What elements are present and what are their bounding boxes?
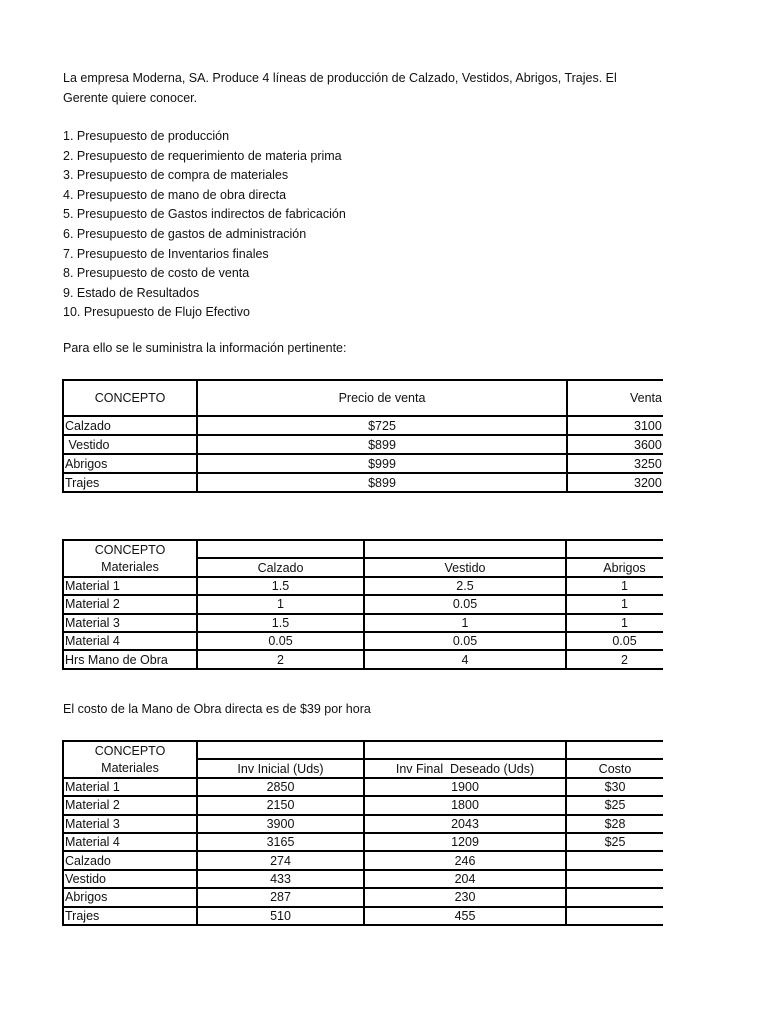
table-row [63, 907, 663, 925]
table-cell: $28 [566, 815, 663, 833]
table-cell: Calzado [63, 416, 197, 435]
sales-table [62, 379, 663, 493]
table-header-row [63, 741, 663, 759]
info-paragraph: Para ello se le suministra la información pertinente: [63, 341, 347, 355]
table-cell: Trajes [63, 473, 197, 492]
list-item: 6. Presupuesto de gastos de administración [63, 226, 307, 241]
table-cell: 1900 [364, 778, 566, 796]
intro-line-1: La empresa Moderna, SA. Produce 4 líneas de producción de Calzado, Vestidos, Abrigos, Trajes. El [63, 71, 617, 85]
table-row [63, 595, 663, 613]
table-cell: Material 3 [63, 614, 197, 632]
table-row [63, 632, 663, 650]
table-cell: 3200 [567, 473, 663, 492]
table-cell: 1 [566, 614, 663, 632]
table-cell: Abrigos [63, 888, 197, 906]
table-row [63, 614, 663, 632]
table-cell [566, 907, 663, 925]
header-cell [197, 741, 364, 759]
table-cell: Abrigos [63, 454, 197, 473]
table-row [63, 851, 663, 869]
table-cell: $25 [566, 833, 663, 851]
table-cell: $725 [197, 416, 567, 435]
table-header-row [63, 380, 663, 416]
list-item: 8. Presupuesto de costo de venta [63, 266, 250, 281]
header-cell: CONCEPTO [63, 380, 197, 416]
table-cell [566, 851, 663, 869]
table-cell: 0.05 [364, 595, 566, 613]
table-row [63, 778, 663, 796]
table-cell [566, 888, 663, 906]
table-cell: 2850 [197, 778, 364, 796]
header-cell: Vestido [364, 558, 566, 576]
table-cell: 3165 [197, 833, 364, 851]
table-cell: $999 [197, 454, 567, 473]
header-cell [197, 540, 364, 558]
list-item: 5. Presupuesto de Gastos indirectos de fabricación [63, 207, 346, 222]
list-item: 10. Presupuesto de Flujo Efectivo [63, 305, 250, 320]
header-cell: Inv Final Deseado (Uds) [364, 759, 566, 777]
list-item: 7. Presupuesto de Inventarios finales [63, 246, 269, 261]
table-cell: 1800 [364, 796, 566, 814]
table-cell: Material 3 [63, 815, 197, 833]
table-cell: 2150 [197, 796, 364, 814]
table-cell: 1 [566, 595, 663, 613]
table-cell: 1.5 [197, 614, 364, 632]
table-cell: 2 [566, 650, 663, 668]
inventory-table-viewport [62, 740, 663, 926]
table-row [63, 454, 663, 473]
table-cell: Material 4 [63, 833, 197, 851]
table-cell: Material 4 [63, 632, 197, 650]
table-cell: 2.5 [364, 577, 566, 595]
table-row [63, 650, 663, 668]
table-cell: 1 [566, 577, 663, 595]
table-cell: 1 [364, 614, 566, 632]
table-row [63, 435, 663, 454]
table-cell: Trajes [63, 907, 197, 925]
table-row [63, 473, 663, 492]
list-item: 4. Presupuesto de mano de obra directa [63, 187, 287, 202]
list-item: 2. Presupuesto de requerimiento de materia prima [63, 148, 342, 163]
table-cell: $899 [197, 473, 567, 492]
table-cell: 246 [364, 851, 566, 869]
table-header-row [63, 540, 663, 558]
table-row [63, 833, 663, 851]
table-cell: $25 [566, 796, 663, 814]
header-cell [566, 741, 663, 759]
budget-list [63, 127, 346, 323]
table-cell: 3250 [567, 454, 663, 473]
header-cell: Abrigos [566, 558, 663, 576]
materials-table [62, 539, 663, 670]
table-cell: 3900 [197, 815, 364, 833]
table-cell: 0.05 [566, 632, 663, 650]
header-cell [364, 741, 566, 759]
materials-table-viewport [62, 539, 663, 670]
table-cell: 287 [197, 888, 364, 906]
table-cell: 1.5 [197, 577, 364, 595]
table-row [63, 416, 663, 435]
intro-line-2: Gerente quiere conocer. [63, 90, 198, 105]
table-row [63, 577, 663, 595]
table-cell: Calzado [63, 851, 197, 869]
table-cell: Material 2 [63, 796, 197, 814]
table-row [63, 888, 663, 906]
header-cell: Materiales [63, 558, 197, 576]
table-cell: 510 [197, 907, 364, 925]
header-cell: CONCEPTO [63, 540, 197, 558]
header-cell: Inv Inicial (Uds) [197, 759, 364, 777]
table-cell: 1209 [364, 833, 566, 851]
table-row [63, 815, 663, 833]
labor-cost-paragraph: El costo de la Mano de Obra directa es de $39 por hora [63, 702, 371, 716]
header-cell: Costo [566, 759, 663, 777]
table-header-row [63, 558, 663, 576]
table-cell: 3100 [567, 416, 663, 435]
table-row [63, 870, 663, 888]
table-cell [566, 870, 663, 888]
table-cell: 433 [197, 870, 364, 888]
header-cell: Venta [567, 380, 663, 416]
table-cell: 455 [364, 907, 566, 925]
table-cell: 204 [364, 870, 566, 888]
table-cell: Material 1 [63, 778, 197, 796]
header-cell [364, 540, 566, 558]
table-header-row [63, 759, 663, 777]
intro-paragraph [63, 69, 663, 108]
table-cell: 0.05 [364, 632, 566, 650]
header-cell: Calzado [197, 558, 364, 576]
table-cell: 274 [197, 851, 364, 869]
list-item: 1. Presupuesto de producción [63, 129, 230, 143]
table-cell: Material 1 [63, 577, 197, 595]
table-cell: $30 [566, 778, 663, 796]
table-cell: $899 [197, 435, 567, 454]
table-row [63, 796, 663, 814]
table-cell: 1 [197, 595, 364, 613]
header-cell: CONCEPTO [63, 741, 197, 759]
table-cell: 2043 [364, 815, 566, 833]
header-cell: Precio de venta [197, 380, 567, 416]
table-cell: 0.05 [197, 632, 364, 650]
list-item: 3. Presupuesto de compra de materiales [63, 168, 289, 183]
table-cell: 230 [364, 888, 566, 906]
table-cell: 4 [364, 650, 566, 668]
table-cell: 3600 [567, 435, 663, 454]
sales-table-viewport [62, 379, 663, 493]
header-cell: Materiales [63, 759, 197, 777]
table-cell: Vestido [63, 435, 197, 454]
inventory-table [62, 740, 663, 926]
header-cell [566, 540, 663, 558]
table-cell: 2 [197, 650, 364, 668]
list-item: 9. Estado de Resultados [63, 285, 200, 300]
table-cell: Material 2 [63, 595, 197, 613]
table-cell: Hrs Mano de Obra [63, 650, 197, 668]
table-cell: Vestido [63, 870, 197, 888]
